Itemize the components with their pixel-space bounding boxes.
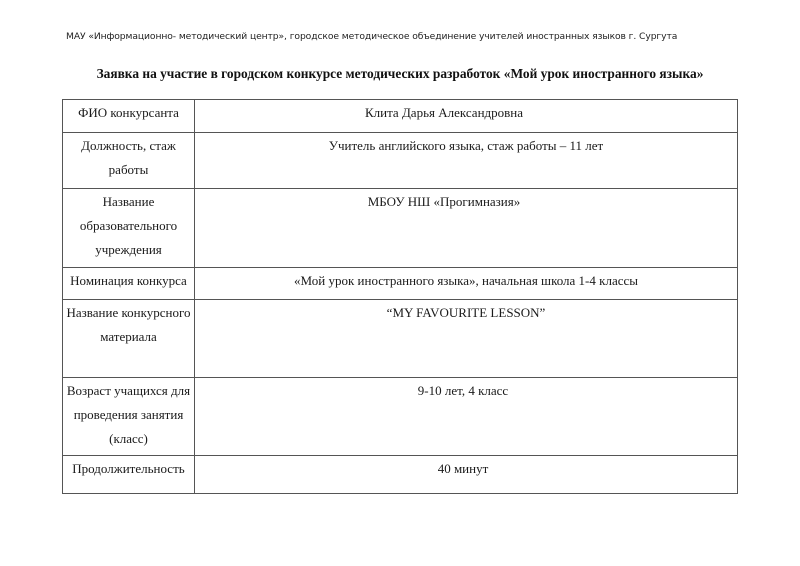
table-row-nomination [63,268,738,300]
value-position [195,133,738,189]
value-material-title-text: “MY FAVOURITE LESSON” [386,305,546,320]
table-row-material-title [63,300,738,378]
label-institution: Название образовательного учреждения [63,189,195,268]
value-nomination-text: «Мой урок иностранного языка», начальная школа 1-4 классы [294,273,638,288]
table-row-full-name [63,100,738,133]
label-duration: Продолжительность [63,456,195,494]
value-student-age [195,378,738,456]
label-student-age: Возраст учащихся для проведения занятия (класс) [63,378,195,456]
table-row-student-age [63,378,738,456]
organization-header: МАУ «Информационно- методический центр», городское методическое объединение учителей иностранных языков г. Сургута [66,31,678,42]
value-institution-text: МБОУ НШ «Прогимназия» [367,194,521,209]
application-form-table [62,99,738,494]
value-student-age-text: 9-10 лет, 4 класс [417,383,509,398]
value-nomination [195,268,738,300]
value-institution [195,189,738,268]
table-row-institution [63,189,738,268]
value-position-text: Учитель английского языка, стаж работы – 11 лет [328,138,604,153]
document-title: Заявка на участие в городском конкурсе методических разработок «Мой урок иностранного языка» [96,66,704,81]
table-row-position [63,133,738,189]
value-full-name-text: Клита Дарья Александровна [364,105,524,120]
value-material-title [195,300,738,378]
label-nomination: Номинация конкурса [63,268,195,300]
value-duration [195,456,738,494]
table-row-duration [63,456,738,494]
label-material-title: Название конкурсного материала [63,300,195,378]
value-full-name [195,100,738,133]
label-full-name: ФИО конкурсанта [63,100,195,133]
label-position: Должность, стаж работы [63,133,195,189]
value-duration-text: 40 минут [437,461,489,476]
